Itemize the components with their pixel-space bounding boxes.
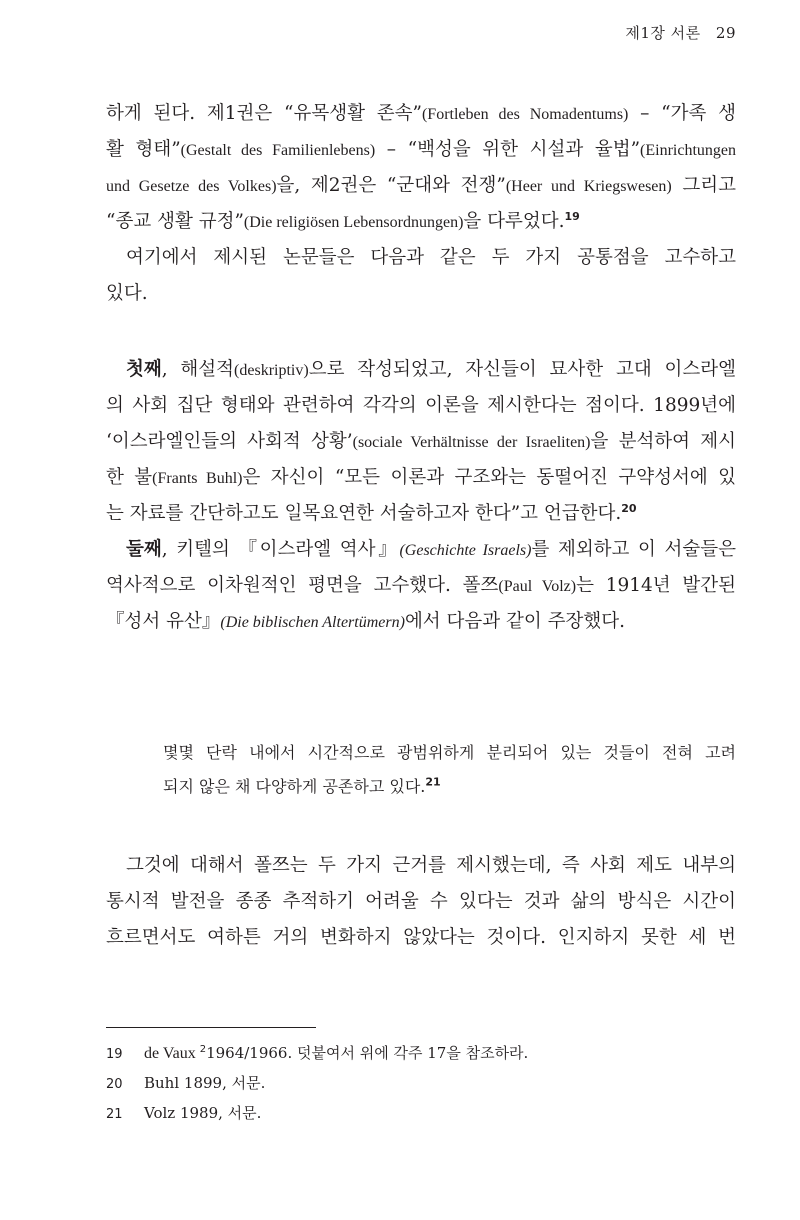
text-run: , 키텔의 『이스라엘 역사』 bbox=[161, 539, 400, 560]
text-line bbox=[106, 604, 736, 640]
text-line bbox=[106, 424, 736, 460]
text-run: 는 1914년 발간된 bbox=[576, 575, 736, 596]
first-label: 첫째 bbox=[126, 359, 162, 380]
text-line bbox=[106, 132, 736, 168]
text-run: 을 다루었다. bbox=[463, 211, 565, 232]
text-line: 여기에서 제시된 논문들은 다음과 같은 두 가지 공통점을 고수하고 bbox=[126, 247, 736, 268]
quote-line: 몇몇 단락 내에서 시간적으로 광범위하게 분리되어 있는 것들이 전혀 고려 bbox=[163, 743, 736, 762]
text-line bbox=[106, 568, 736, 604]
text-run: 을 분석하여 제시 bbox=[590, 431, 736, 452]
footnote-number: 20 bbox=[106, 1077, 123, 1092]
latin-run: (deskriptiv) bbox=[234, 362, 309, 379]
text-run: – “가족 생 bbox=[628, 103, 736, 124]
footnote bbox=[106, 1068, 736, 1098]
footnote-number: 19 bbox=[106, 1047, 123, 1062]
main-text bbox=[106, 96, 736, 640]
latin-run: (Die religiösen Lebensordnungen) bbox=[243, 214, 464, 231]
latin-run: (sociale Verhältnisse der Israeliten) bbox=[352, 434, 591, 451]
text-line bbox=[106, 496, 736, 532]
footnote bbox=[106, 1038, 736, 1068]
edition-superscript: 2 bbox=[199, 1044, 207, 1055]
footnote-author: de Vaux bbox=[144, 1045, 200, 1062]
block-quote bbox=[163, 736, 736, 804]
text-run: 으로 작성되었고, 자신들이 묘사한 고대 이스라엘 bbox=[308, 359, 736, 380]
text-run: , 해설적 bbox=[161, 359, 235, 380]
latin-run: (Einrichtungen bbox=[640, 142, 737, 159]
latin-run: (Gestalt des Familienlebens) bbox=[180, 142, 376, 159]
text-run: 역사적으로 이차원적인 평면을 고수했다. 폴쯔 bbox=[106, 575, 499, 596]
text-run: 하게 된다. 제1권은 “유목생활 존속” bbox=[106, 103, 422, 124]
text-run: 에서 다음과 같이 주장했다. bbox=[404, 611, 626, 632]
footnote-body: 1964/1966. 덧붙여서 위에 각주 17을 참조하라. bbox=[206, 1044, 529, 1062]
latin-run: (Frants Buhl) bbox=[152, 470, 243, 487]
text-line: 흐르면서도 여하튼 거의 변화하지 않았다는 것이다. 인지하지 못한 세 번 bbox=[106, 927, 736, 948]
footnote-text: Volz 1989, 서문. bbox=[144, 1104, 262, 1122]
text-run: 그리고 bbox=[671, 175, 736, 196]
text-line bbox=[106, 204, 736, 240]
latin-italic-run: (Geschichte Israels) bbox=[399, 542, 532, 559]
text-line bbox=[106, 352, 736, 388]
footnote-ref-20: 20 bbox=[621, 501, 637, 515]
text-run: 는 자료를 간단하고도 일목요연한 서술하고자 한다”고 언급한다. bbox=[106, 503, 622, 524]
text-line bbox=[106, 460, 736, 496]
text-run: 한 불 bbox=[106, 467, 153, 488]
footnote-divider bbox=[106, 1027, 316, 1028]
footnote-text: Buhl 1899, 서문. bbox=[144, 1074, 266, 1092]
text-run: 을, 제2권은 “군대와 전쟁” bbox=[276, 175, 506, 196]
text-run: 되지 않은 채 다양하게 공존하고 있다. bbox=[163, 777, 426, 796]
footnotes bbox=[106, 1038, 736, 1128]
latin-run: (Heer und Kriegswesen) bbox=[505, 178, 672, 195]
running-head bbox=[625, 22, 736, 43]
text-line bbox=[106, 96, 736, 132]
latin-run: (Paul Volz) bbox=[498, 578, 577, 595]
page-number: 29 bbox=[715, 24, 736, 42]
footnote-number: 21 bbox=[106, 1107, 123, 1122]
text-run: 활 형태” bbox=[106, 139, 181, 160]
text-line: 그것에 대해서 폴쯔는 두 가지 근거를 제시했는데, 즉 사회 제도 내부의 bbox=[126, 855, 736, 876]
footnote-ref-21: 21 bbox=[425, 775, 441, 789]
text-line bbox=[106, 168, 736, 204]
text-run: – “백성을 위한 시설과 율법” bbox=[375, 139, 641, 160]
chapter-title: 제1장 서론 bbox=[625, 24, 701, 42]
footnote bbox=[106, 1098, 736, 1128]
text-run: ‘이스라엘인들의 사회적 상황’ bbox=[106, 431, 353, 452]
text-run: 은 자신이 “모든 이론과 구조와는 동떨어진 구약성서에 있 bbox=[242, 467, 736, 488]
text-line: 의 사회 집단 형태와 관련하여 각각의 이론을 제시한다는 점이다. 1899년에 bbox=[106, 395, 736, 416]
latin-run: (Fortleben des Nomadentums) bbox=[421, 106, 629, 123]
text-run: 를 제외하고 이 서술들은 bbox=[531, 539, 736, 560]
quote-line bbox=[163, 770, 736, 804]
footnote-text bbox=[144, 1038, 528, 1069]
second-label: 둘째 bbox=[126, 539, 162, 560]
text-line: 통시적 발전을 종종 추적하기 어려울 수 있다는 것과 삶의 방식은 시간이 bbox=[106, 891, 736, 912]
text-line: 있다. bbox=[106, 283, 148, 304]
text-line bbox=[106, 532, 736, 568]
latin-italic-run: (Die biblischen Altertümern) bbox=[220, 614, 405, 631]
footnote-ref-19: 19 bbox=[564, 209, 580, 223]
text-run: 『성서 유산』 bbox=[106, 611, 221, 632]
paragraph bbox=[106, 848, 736, 956]
latin-run: und Gesetze des Volkes) bbox=[106, 178, 277, 195]
text-run: “종교 생활 규정” bbox=[106, 211, 244, 232]
